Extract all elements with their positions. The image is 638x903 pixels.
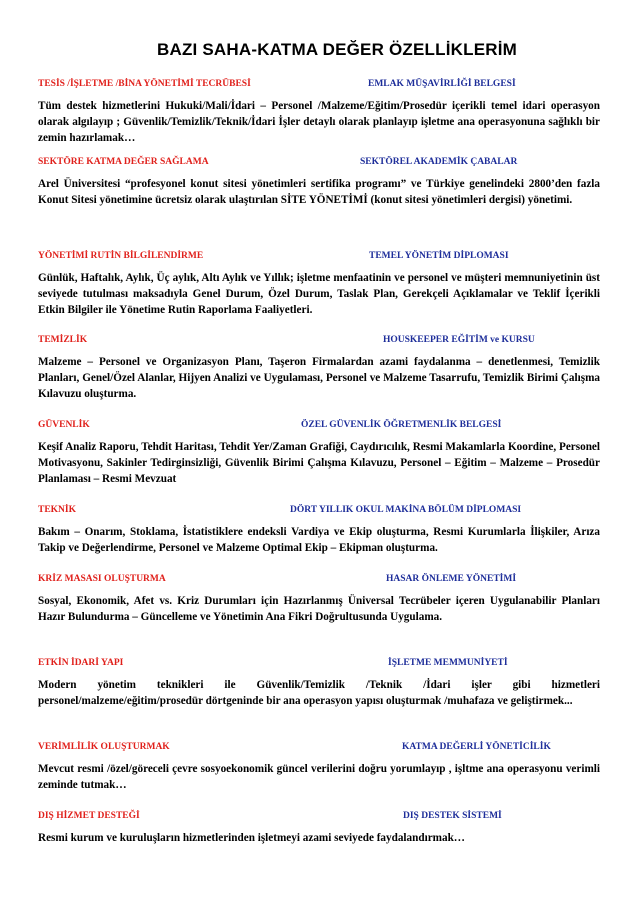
page-title-text: BAZI SAHA-KATMA DEĞER ÖZELLİKLERİM <box>157 40 517 59</box>
section-heading-left: TEMİZLİK <box>38 335 88 345</box>
page-title <box>0 40 638 60</box>
section-heading-left: ETKİN İDARİ YAPI <box>38 658 124 668</box>
section-heading-left: DIŞ HİZMET DESTEĞİ <box>38 811 140 821</box>
section-header <box>38 809 600 823</box>
section-paragraph: Arel Üniversitesi “profesyonel konut sitesi yönetimleri sertifika programı” ve Türkiye genelindeki 2800’den fazla Konut Sitesi yönetimine ücretsiz olarak ulaştırılan SİTE YÖNETİMİ (konut sitesi yönetimleri dergisi) yönetimi. <box>38 178 600 206</box>
section-guvenlik <box>38 418 600 487</box>
section-paragraph: Mevcut resmi /özel/göreceli çevre sosyoekonomik güncel verilerini doğru yorumlayıp , işltme ana operasyonu verimli zeminde tutmak… <box>38 763 600 791</box>
section-verimlilik <box>38 740 600 794</box>
section-paragraph: Resmi kurum ve kuruluşların hizmetlerinden işletmeyi azami seviyede faydalandırmak… <box>38 832 465 844</box>
section-teknik <box>38 503 600 557</box>
section-header <box>38 77 600 91</box>
section-header <box>38 333 600 347</box>
section-heading-right: İŞLETME MEMMUNİYETİ <box>388 658 508 668</box>
section-header <box>38 656 600 670</box>
section-heading-left: GÜVENLİK <box>38 420 90 430</box>
section-kriz-masasi <box>38 572 600 626</box>
section-paragraph: Sosyal, Ekonomik, Afet vs. Kriz Durumları için Hazırlanmış Üniversal Tecrübeler içeren Uygulanabilir Planları Hazır Bulundurma – Güncelleme ve Yönetimin Ana Fikri Doğrultusunda Uygulama. <box>38 595 600 623</box>
section-header <box>38 572 600 586</box>
section-etkin-idari-yapi <box>38 656 600 710</box>
section-header <box>38 155 600 169</box>
section-paragraph: Günlük, Haftalık, Aylık, Üç aylık, Altı Aylık ve Yıllık; işletme menfaatinin ve personel ve müşteri memnuniyetinin üst seviyede tutulması maksadıyla Genel Durum, Özel Durum, Taslak Plan, Gerekçeli Açıklamalar ve Teklif İçerikli Etkin Bilgiler ile Yönetime Rutin Raporlama Faaliyetleri. <box>38 272 600 316</box>
section-heading-right: DÖRT YILLIK OKUL MAKİNA BÖLÜM DİPLOMASI <box>290 505 522 515</box>
section-header <box>38 503 600 517</box>
section-paragraph: Bakım – Onarım, Stoklama, İstatistiklere endeksli Vardiya ve Ekip oluşturma, Resmi Kurumlarla İlişkiler, Arıza Takip ve Değerlendirme, Personel ve Malzeme Optimal Ekip – Ekipman oluşturma. <box>38 526 600 554</box>
section-heading-left: SEKTÖRE KATMA DEĞER SAĞLAMA <box>38 157 209 167</box>
section-paragraph: Tüm destek hizmetlerini Hukuki/Mali/İdari – Personel /Malzeme/Eğitim/Prosedür içerikli temel idari operasyon olarak algılayıp ; Güvenlik/Temizlik/Teknik/İdari İşler detaylı olarak planlayıp işletme ana operasyonuna sağlıklı bir zemin hazırlamak… <box>38 100 600 144</box>
section-sektore-katma-deger <box>38 155 600 209</box>
section-tesis-isletme <box>38 77 600 146</box>
section-paragraph: Modern yönetim teknikleri ile Güvenlik/Temizlik /Teknik /İdari işler gibi hizmetleri personel/malzeme/eğitim/prosedür dörtgeninde bir ana operasyon yapısı oluşturmak /muhafaza ve geliştirmek... <box>38 679 600 707</box>
section-heading-left: TEKNİK <box>38 505 77 515</box>
section-heading-right: ÖZEL GÜVENLİK ÖĞRETMENLİK BELGESİ <box>301 420 502 430</box>
section-header <box>38 740 600 754</box>
section-yonetimi-rutin <box>38 249 600 318</box>
section-header <box>38 249 600 263</box>
section-heading-right: HASAR ÖNLEME YÖNETİMİ <box>386 574 517 584</box>
section-header <box>38 418 600 432</box>
section-heading-right: EMLAK MÜŞAVİRLİĞİ BELGESİ <box>368 79 516 89</box>
section-heading-right: TEMEL YÖNETİM DİPLOMASI <box>369 251 509 261</box>
section-heading-right: KATMA DEĞERLİ YÖNETİCİLİK <box>402 742 551 752</box>
section-heading-left: VERİMLİLİK OLUŞTURMAK <box>38 742 170 752</box>
section-heading-right: HOUSKEEPER EĞİTİM ve KURSU <box>383 335 535 345</box>
section-temizlik <box>38 333 600 402</box>
section-paragraph: Malzeme – Personel ve Organizasyon Planı, Taşeron Firmalardan azami faydalanma – denetlenmesi, Temizlik Planları, Genel/Özel Alanlar, Hijyen Analizi ve Uygulaması, Personel ve Malzeme Tasarrufu, Temizlik Birimi Çalışma Kılavuzu oluşturma. <box>38 356 600 400</box>
section-heading-left: KRİZ MASASI OLUŞTURMA <box>38 574 166 584</box>
section-heading-left: TESİS /İŞLETME /BİNA YÖNETİMİ TECRÜBESİ <box>38 79 251 89</box>
section-dis-hizmet <box>38 809 600 847</box>
section-heading-left: YÖNETİMİ RUTİN BİLGİLENDİRME <box>38 251 204 261</box>
section-heading-right: DIŞ DESTEK SİSTEMİ <box>403 811 502 821</box>
section-paragraph: Keşif Analiz Raporu, Tehdit Haritası, Tehdit Yer/Zaman Grafiği, Caydırıcılık, Resmi Makamlarla Koordine, Personel Motivasyonu, Sakinler Tedirginsizliği, Güvenlik Birimi Çalışma Kılavuzu, Personel – Eğitim – Malzeme – Prosedür Planlaması – Resmi Mevzuat <box>38 441 600 485</box>
section-heading-right: SEKTÖREL AKADEMİK ÇABALAR <box>360 157 518 167</box>
